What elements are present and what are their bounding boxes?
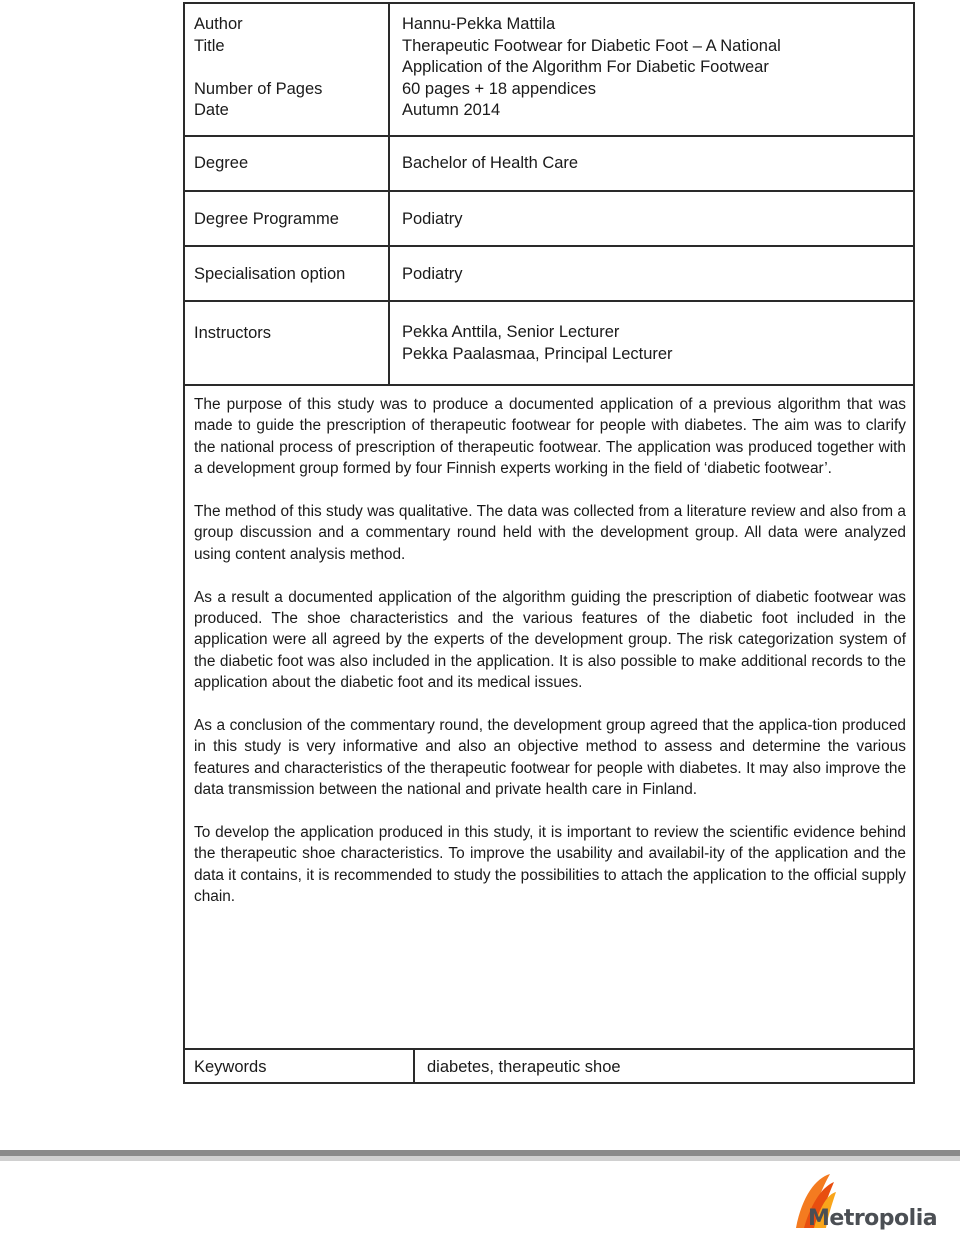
metadata-row-degree [185, 137, 913, 192]
abstract-paragraph-result: As a result a documented application of the algorithm guiding the prescription of diabetic footwear was produced. The shoe characteristics and the various features of the diabetic foot included in the application were all agreed by the experts of the development group. The risk categorization system of the diabetic foot was also included in the application. It is also possible to make additional records to the application about the diabetic foot and its medical issues. [194, 588, 906, 692]
instructor-2: Pekka Paalasmaa, Principal Lecturer [402, 344, 673, 363]
programme-value: Podiatry [402, 210, 463, 228]
abstract-paragraph-conclusion: As a conclusion of the commentary round, the development group agreed that the applica-tion produced in this study is very informative and also an objective method to assess and determine the various features and characteristics of the therapeutic footwear for people with diabetes. It may also improve the data transmission between the national and private health care in Finland. [194, 717, 906, 799]
abstract-body [194, 394, 906, 929]
keywords-label: Keywords [185, 1050, 415, 1082]
pages-label: Number of Pages [194, 79, 323, 98]
programme-label: Degree Programme [185, 192, 390, 245]
metadata-labels [185, 4, 390, 135]
degree-value: Bachelor of Health Care [402, 154, 579, 172]
metadata-row-programme [185, 192, 913, 247]
title-value-line2: Application of the Algorithm For Diabetic Footwear [402, 58, 769, 76]
author-label: Author [194, 15, 243, 33]
abstract-paragraph-purpose: The purpose of this study was to produce a documented application of a previous algorithm that was made to guide the prescription of therapeutic footwear for people with diabetes. The aim was to clarify the national process of prescription of therapeutic footwear. The application was produced together with a development group formed by four Finnish experts working in the field of ‘diabetic footwear’. [194, 396, 906, 478]
metadata-row-general [185, 4, 913, 137]
metadata-row-instructors [185, 302, 913, 386]
title-label: Title [194, 36, 225, 55]
spacer-label [194, 57, 388, 79]
degree-label: Degree [185, 137, 390, 190]
specialisation-label: Specialisation option [185, 247, 390, 300]
abstract-paragraph-future: To develop the application produced in this study, it is important to review the scientific evidence behind the therapeutic shoe characteristics. To improve the usability and availabil-ity of the application and the data it contains, it is recommended to study the possibilities to attach the application to the official supply chain. [194, 824, 906, 906]
date-label: Date [194, 101, 229, 119]
author-value: Hannu-Pekka Mattila [402, 15, 556, 33]
keywords-row [185, 1048, 913, 1082]
footer-bar-light [0, 1156, 960, 1161]
instructors-values [390, 302, 913, 384]
instructors-label: Instructors [185, 302, 390, 384]
metadata-values [390, 4, 913, 135]
title-value-line1: Therapeutic Footwear for Diabetic Foot – A National [402, 36, 781, 55]
instructor-1: Pekka Anttila, Senior Lecturer [402, 323, 620, 341]
metadata-row-specialisation [185, 247, 913, 302]
specialisation-value: Podiatry [402, 265, 463, 283]
abstract-paragraph-method: The method of this study was qualitative. The data was collected from a literature review and also from a group discussion and a commentary round held with the development group. All data were analyzed using content analysis method. [194, 503, 906, 563]
logo-text: Metropolia [808, 1206, 938, 1231]
date-value: Autumn 2014 [402, 101, 501, 119]
abstract-sheet [183, 2, 915, 1084]
pages-value: 60 pages + 18 appendices [402, 79, 597, 98]
keywords-value: diabetes, therapeutic shoe [427, 1058, 621, 1076]
metadata-table [185, 4, 913, 386]
